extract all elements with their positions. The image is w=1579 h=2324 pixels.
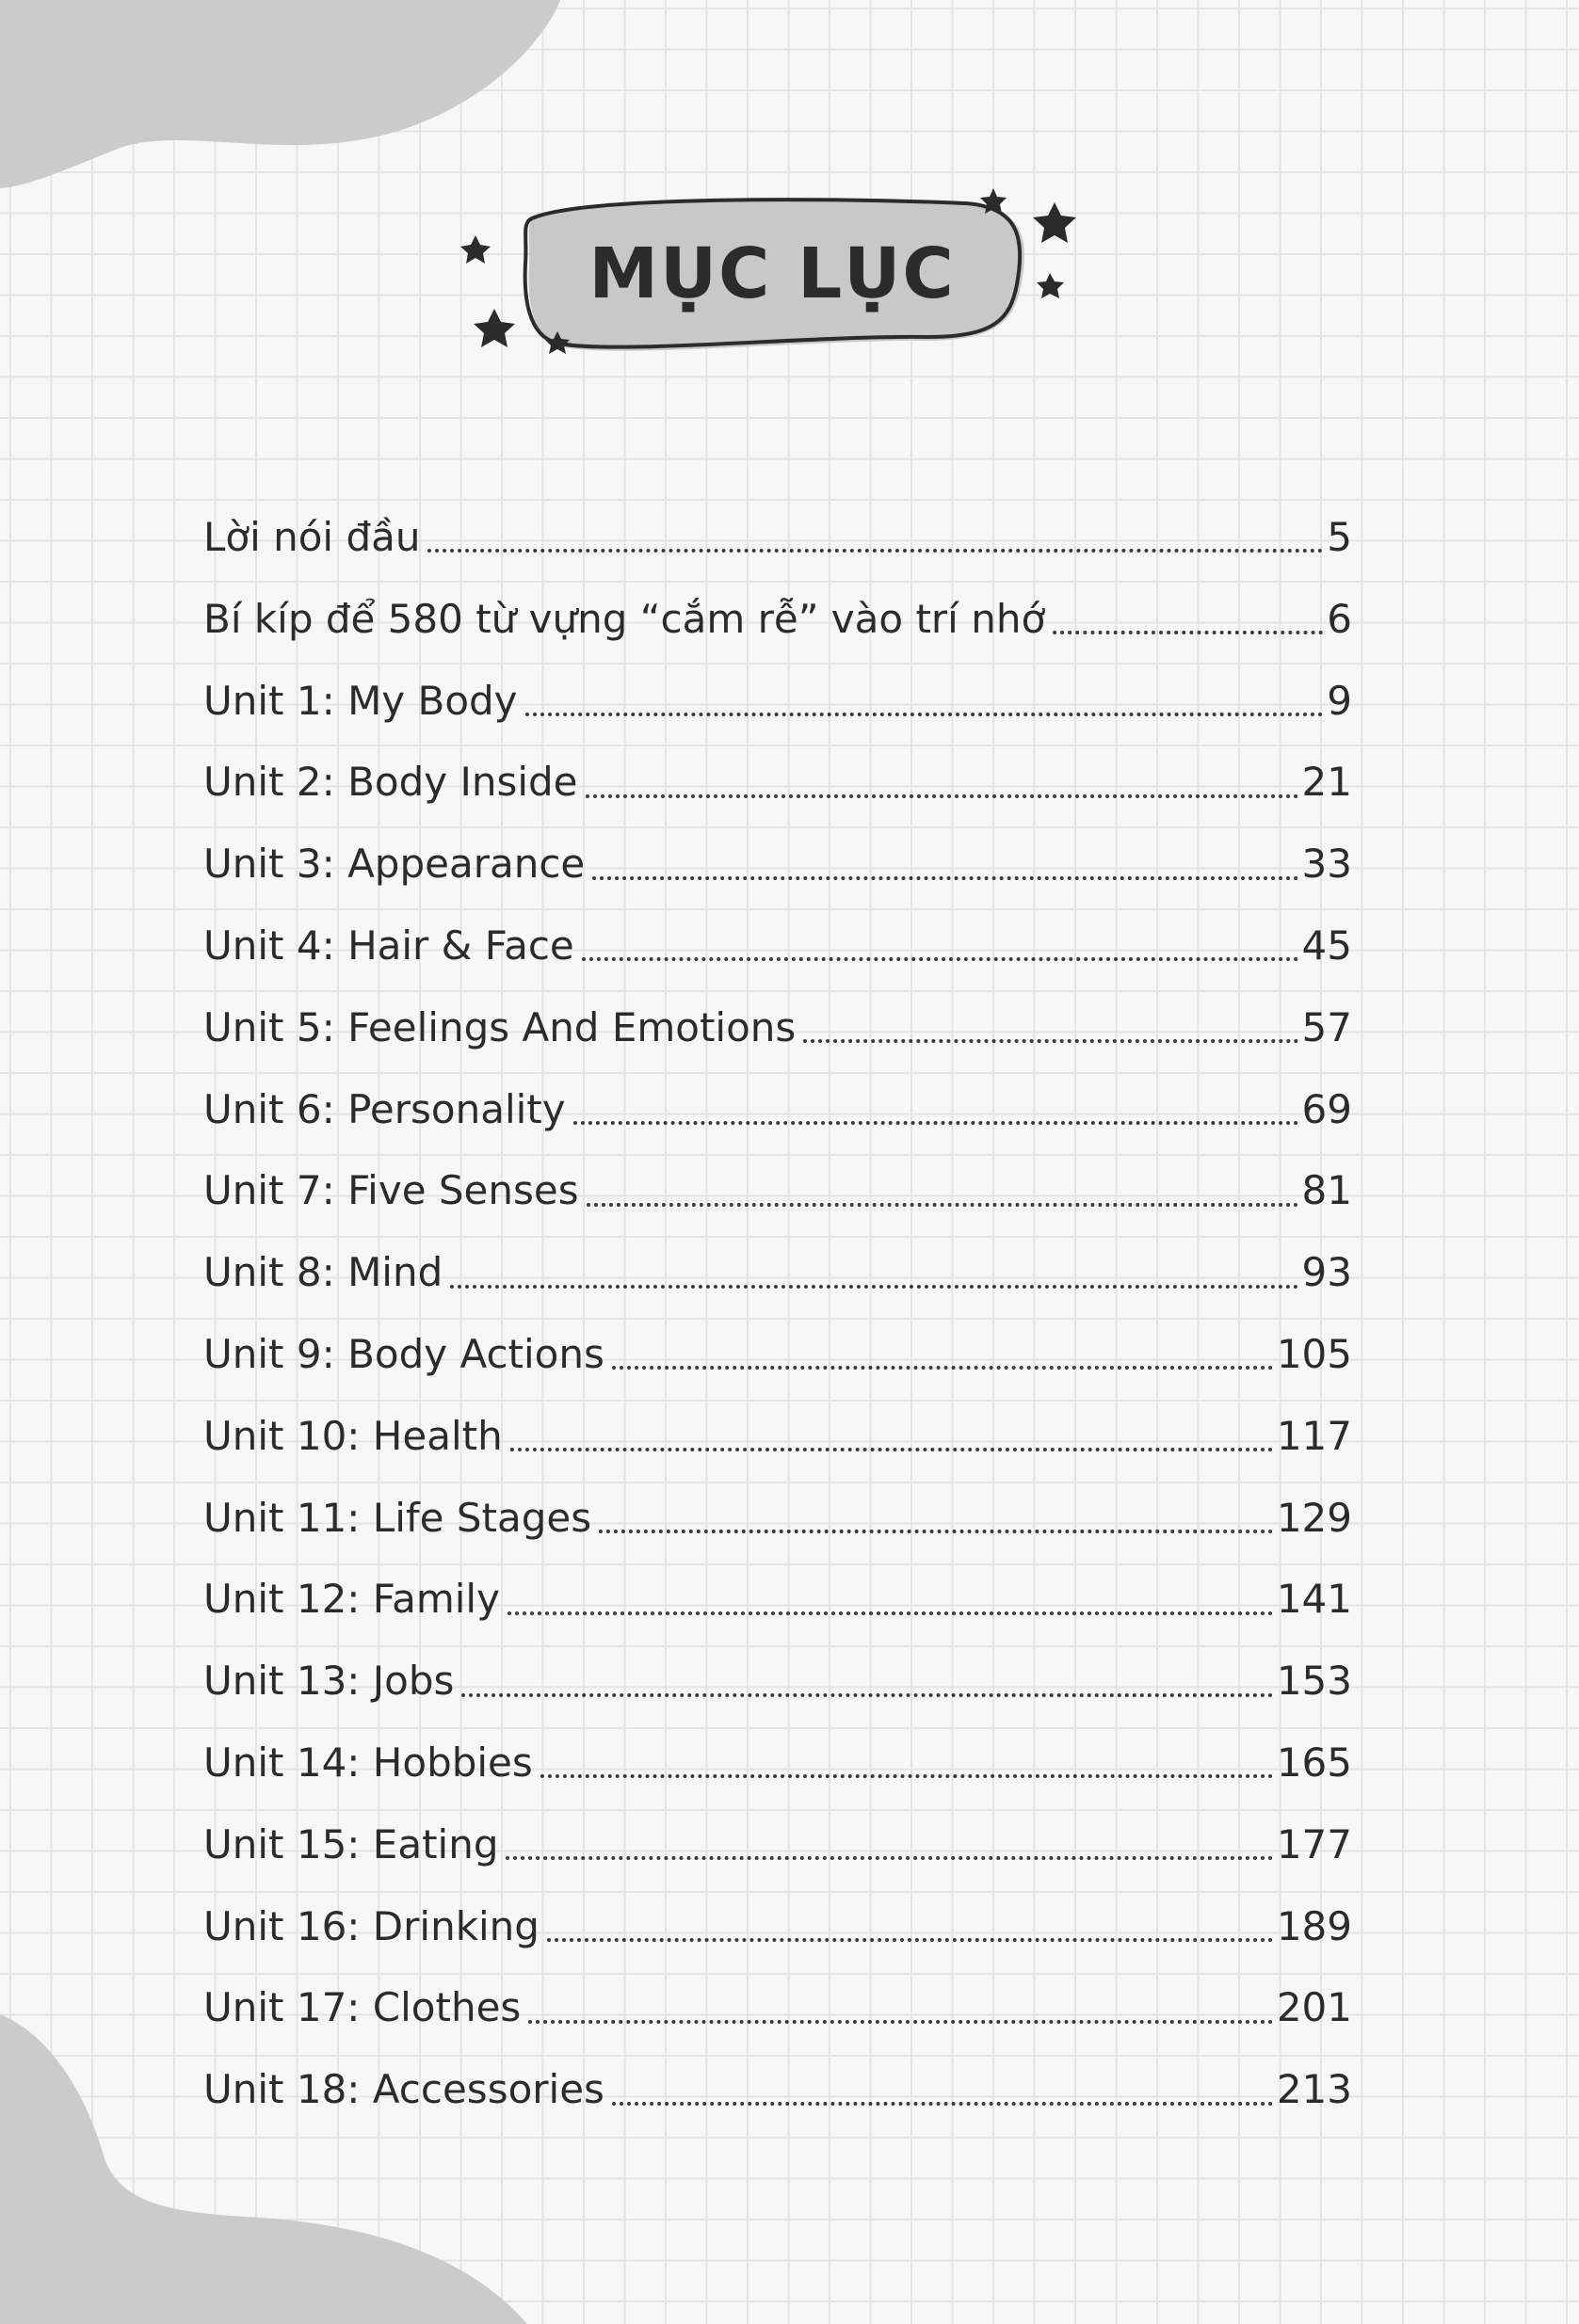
dot-leader: [803, 1039, 1297, 1043]
toc-entry[interactable]: [203, 1396, 1352, 1478]
toc-entry-page: 165: [1276, 1739, 1352, 1786]
toc-entry[interactable]: [203, 1478, 1352, 1560]
toc-entry-label: Unit 5: Feelings And Emotions: [203, 1003, 797, 1050]
toc-entry[interactable]: [203, 579, 1352, 661]
toc-entry[interactable]: [203, 987, 1352, 1069]
toc-entry[interactable]: [203, 1641, 1352, 1723]
toc-entry-label: Unit 15: Eating: [203, 1820, 499, 1867]
toc-entry-page: 141: [1276, 1576, 1352, 1623]
toc-entry-label: Unit 1: My Body: [203, 677, 518, 724]
toc-entry[interactable]: [203, 661, 1352, 743]
toc-entry-label: Unit 9: Body Actions: [203, 1330, 604, 1377]
toc-entry-page: 213: [1276, 2066, 1352, 2113]
dot-leader: [612, 1366, 1273, 1370]
dot-leader: [508, 1611, 1273, 1615]
dot-leader: [427, 549, 1323, 553]
toc-entry-label: Unit 8: Mind: [203, 1249, 443, 1296]
toc-entry-page: 129: [1276, 1494, 1352, 1541]
dot-leader: [599, 1530, 1273, 1533]
toc-entry-page: 153: [1276, 1658, 1352, 1705]
toc-entry-page: 21: [1301, 759, 1352, 806]
toc-entry[interactable]: [203, 1150, 1352, 1232]
toc-entry[interactable]: [203, 906, 1352, 987]
dot-leader: [461, 1693, 1272, 1697]
toc-entry-label: Unit 17: Clothes: [203, 1984, 522, 2031]
toc-entry[interactable]: [203, 1232, 1352, 1314]
dot-leader: [592, 876, 1297, 880]
toc-entry-label: Unit 2: Body Inside: [203, 759, 578, 806]
toc-entry-page: 45: [1301, 922, 1352, 969]
toc-entry-label: Unit 12: Family: [203, 1576, 500, 1623]
toc-entry-page: 177: [1276, 1820, 1352, 1867]
toc-entry-page: 81: [1301, 1167, 1352, 1214]
toc-entry[interactable]: [203, 1886, 1352, 1968]
dot-leader: [1053, 631, 1323, 634]
dot-leader: [586, 794, 1298, 798]
toc-entry-label: Unit 3: Appearance: [203, 841, 586, 888]
toc-entry[interactable]: [203, 497, 1352, 579]
toc-entry-page: 57: [1301, 1003, 1352, 1050]
toc-entry-page: 93: [1301, 1249, 1352, 1296]
dot-leader: [547, 1938, 1273, 1942]
dot-leader: [450, 1285, 1297, 1289]
toc-entry-label: Unit 14: Hobbies: [203, 1739, 533, 1786]
table-of-contents: [203, 497, 1352, 2131]
dot-leader: [587, 1203, 1298, 1207]
toc-entry[interactable]: [203, 1069, 1352, 1151]
toc-entry-label: Unit 11: Life Stages: [203, 1494, 592, 1541]
toc-entry[interactable]: [203, 1804, 1352, 1886]
toc-entry-label: Unit 10: Health: [203, 1412, 503, 1459]
dot-leader: [528, 2020, 1273, 2024]
dot-leader: [612, 2102, 1273, 2106]
toc-entry[interactable]: [203, 1723, 1352, 1804]
toc-entry-label: Unit 4: Hair & Face: [203, 922, 574, 969]
toc-entry-label: Unit 18: Accessories: [203, 2066, 604, 2113]
page-title: MỤC LỤC: [588, 233, 956, 314]
dot-leader: [525, 713, 1324, 716]
toc-entry-label: Unit 13: Jobs: [203, 1658, 455, 1705]
toc-entry[interactable]: [203, 824, 1352, 906]
toc-entry-label: Lời nói đầu: [203, 514, 421, 560]
toc-entry-label: Bí kíp để 580 từ vựng “cắm rễ” vào trí nhớ: [203, 595, 1046, 642]
toc-entry-page: 105: [1276, 1330, 1352, 1377]
title-badge: [443, 179, 1102, 386]
toc-entry-page: 117: [1276, 1412, 1352, 1459]
dot-leader: [582, 957, 1298, 961]
dot-leader: [540, 1774, 1273, 1778]
toc-entry[interactable]: [203, 1967, 1352, 2049]
toc-entry-label: Unit 16: Drinking: [203, 1902, 540, 1949]
dot-leader: [573, 1121, 1298, 1125]
toc-entry-page: 6: [1327, 595, 1352, 642]
toc-entry-page: 5: [1327, 514, 1352, 560]
star-icon: [474, 309, 515, 347]
toc-entry-page: 9: [1327, 677, 1352, 724]
toc-entry[interactable]: [203, 2049, 1352, 2131]
dot-leader: [506, 1856, 1272, 1860]
toc-entry[interactable]: [203, 1559, 1352, 1641]
toc-entry-page: 69: [1301, 1085, 1352, 1132]
toc-entry[interactable]: [203, 742, 1352, 824]
toc-entry-label: Unit 6: Personality: [203, 1085, 566, 1132]
dot-leader: [510, 1448, 1273, 1451]
toc-entry-page: 201: [1276, 1984, 1352, 2031]
toc-entry-page: 33: [1301, 841, 1352, 888]
toc-entry-label: Unit 7: Five Senses: [203, 1167, 579, 1214]
toc-entry-page: 189: [1276, 1902, 1352, 1949]
toc-entry[interactable]: [203, 1314, 1352, 1396]
